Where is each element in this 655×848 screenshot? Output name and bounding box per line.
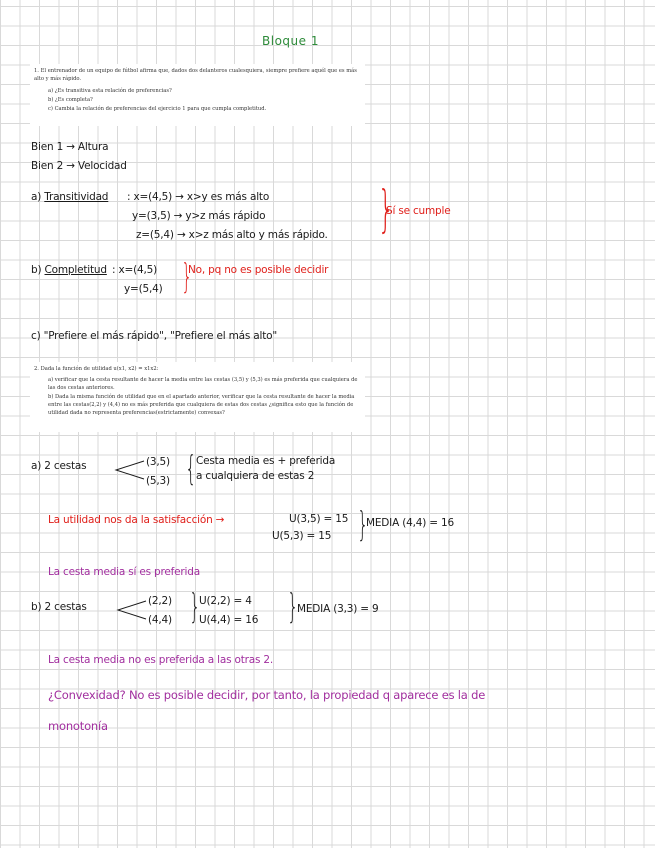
- transitivity-line-2: y=(3,5) → y>z más rápido: [132, 210, 266, 222]
- transitivity-item-letter: a): [31, 191, 42, 203]
- exercise-2-statement: 2. Dada la función de utilidad u(x1, x2) = x1x2:: [34, 366, 159, 372]
- answer-b-basket-2: (4,4): [148, 614, 172, 626]
- answer-b-label: b) 2 cestas: [31, 601, 87, 613]
- answer-b-conclusion: La cesta media no es preferida a las otras 2.: [48, 654, 274, 666]
- completeness-brace: }: [181, 257, 193, 297]
- answer-a-basket-2: (5,3): [146, 475, 170, 487]
- answer-a-label: a) 2 cestas: [31, 460, 87, 472]
- transitivity-brace: }: [377, 180, 394, 238]
- media-a: MEDIA (4,4) = 16: [366, 517, 454, 529]
- transitivity-line-3: z=(5,4) → x>z más alto y más rápido.: [136, 229, 328, 241]
- completeness-word: Completitud: [44, 264, 107, 276]
- bien-1-note: Bien 1 → Altura: [31, 141, 109, 153]
- completeness-change-note: c) "Prefiere el más rápido", "Prefiere el más alto": [31, 330, 277, 342]
- bien-2-note: Bien 2 → Velocidad: [31, 160, 127, 172]
- exercise-1-part-b: b) ¿Es completa?: [48, 97, 93, 103]
- exercise-2-part-b: b) Dada la misma función de utilidad que en el apartado anterior, verificar que la cesta resultante de hacer la media entre las cestas(2,2) y (4,4) no es más preferida que cualquiera de estas dos cestas ¿significa esto que la función de utilidad dada no representa preferencias(estrictamente) convexas?: [48, 394, 355, 416]
- completeness-line-1: : x=(4,5): [112, 264, 157, 276]
- answer-a-fork: [114, 458, 146, 482]
- utility-basket-2: U(5,3) = 15: [272, 530, 332, 542]
- completeness-result: No, pq no es posible decidir: [188, 264, 329, 276]
- answer-b-fork: [116, 598, 148, 622]
- completeness-line-2: y=(5,4): [124, 283, 163, 295]
- answer-b-brace-right: }: [287, 587, 299, 627]
- utility-basket-1: U(3,5) = 15: [289, 513, 349, 525]
- answer-b-utility-2: U(4,4) = 16: [199, 614, 259, 626]
- convexity-note-line-1: ¿Convexidad? No es posible decidir, por tanto, la propiedad q aparece es la de: [48, 688, 486, 702]
- utility-brace: }: [357, 505, 369, 545]
- answer-a-note-1: Cesta media es + preferida: [196, 455, 336, 467]
- transitivity-label: [31, 191, 108, 203]
- exercise-1-part-c: c) Cambia la relación de preferencias del ejercicio 1 para que cumpla completitud.: [48, 106, 267, 112]
- exercise-2-part-a: a) verificar que la cesta resultante de hacer la media entre las cestas (3,5) y (5,3) es más preferida que cualquiera de las dos cestas anteriores.: [48, 377, 358, 391]
- exercise-2-statement-box: [30, 362, 365, 432]
- transitivity-line-1: : x=(4,5) → x>y es más alto: [127, 191, 270, 203]
- media-b: MEDIA (3,3) = 9: [297, 603, 379, 615]
- exercise-1-statement: 1. El entrenador de un equipo de fútbol afirma que, dados dos delanteros cualesquiera, siempre prefiere aquél que es más alto y más rápido.: [34, 68, 357, 82]
- answer-b-utility-1: U(2,2) = 4: [199, 595, 252, 607]
- answer-a-basket-1: (3,5): [146, 456, 170, 468]
- convexity-note-line-2: monotonía: [48, 719, 108, 733]
- answer-b-basket-1: (2,2): [148, 595, 172, 607]
- transitivity-result: Sí se cumple: [386, 205, 451, 217]
- completeness-item-letter: b): [31, 264, 42, 276]
- answer-a-brace: {: [185, 449, 197, 489]
- answer-a-conclusion: La cesta media sí es preferida: [48, 566, 200, 578]
- answer-b-brace-left: }: [189, 587, 201, 627]
- transitivity-word: Transitividad: [44, 191, 109, 203]
- exercise-1-statement-box: [30, 64, 365, 126]
- answer-a-note-2: a cualquiera de estas 2: [196, 470, 315, 482]
- page-title: Bloque 1: [262, 34, 319, 48]
- utility-explanation: La utilidad nos da la satisfacción →: [48, 514, 225, 526]
- exercise-1-part-a: a) ¿Es transitiva esta relación de preferencias?: [48, 88, 172, 94]
- completeness-label: [31, 264, 107, 276]
